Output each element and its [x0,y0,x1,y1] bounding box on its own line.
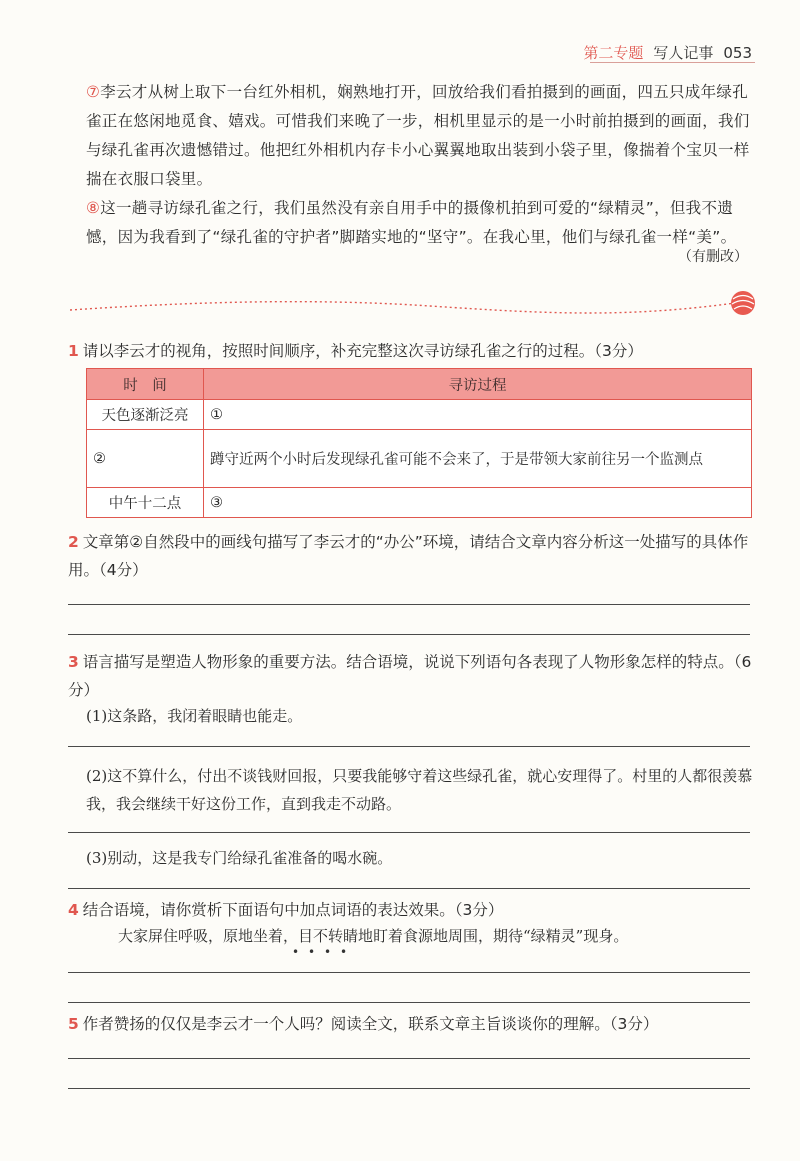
q4-quote: 大家屏住呼吸，原地坐着，目不转睛地盯着食源地周围，期待“绿精灵”现身。 [118,927,629,945]
table-header-process: 寻访过程 [204,369,752,400]
question-text: 结合语境，请你赏析下面语句中加点词语的表达效果。（3分） [82,901,504,919]
paragraph-number: ⑦ [86,83,101,101]
question-text: 请以李云才的视角，按照时间顺序，补充完整这次寻访绿孔雀之行的过程。（3分） [82,342,643,360]
yarn-ball-icon [726,288,760,318]
q3-item-1: (1)这条路，我闭着眼睛也能走。 [86,707,303,725]
wavy-divider [70,292,742,322]
question-4 [68,896,758,924]
q3-item-2: (2)这不算什么，付出不谈钱财回报，只要我能够守着这些绿孔雀，就心安理得了。村里的人都很羡慕我，我会继续干好这份工作，直到我走不动路。 [86,767,753,813]
answer-line[interactable] [68,1088,750,1089]
question-text: 作者赞扬的仅仅是李云才一个人吗？阅读全文，联系文章主旨谈谈你的理解。（3分） [82,1015,659,1033]
paragraph-text: 李云才从树上取下一台红外相机，娴熟地打开，回放给我们看拍摄到的画面，四五只成年绿孔雀正在悠闲地觅食、嬉戏。可惜我们来晚了一步，相机里显示的是一小时前拍摄到的画面，我们与绿孔雀再次遗憾错过。他把红外相机内存卡小心翼翼地取出装到小袋子里，像揣着个宝贝一样揣在衣服口袋里。 [86,83,750,188]
question-number: 2 [68,533,79,551]
emphasis-dot: • [308,945,316,959]
answer-line[interactable] [68,1058,750,1059]
question-number: 4 [68,901,79,919]
answer-line[interactable] [68,832,750,833]
answer-line[interactable] [68,972,750,973]
header-rule [590,62,755,63]
topic-label: 写人记事 [653,44,714,62]
answer-line[interactable] [68,634,750,635]
table-cell-process: 蹲守近两个小时后发现绿孔雀可能不会来了，于是带领大家前往另一个监测点 [204,430,752,488]
question-text: 语言描写是塑造人物形象的重要方法。结合语境，说说下列语句各表现了人物形象怎样的特点。（6分） [68,653,752,699]
answer-line[interactable] [68,746,750,747]
table-cell-time[interactable]: ② [87,430,204,488]
question-number: 1 [68,342,79,360]
section-label: 第二专题 [583,44,644,62]
question-3 [68,648,758,704]
table-cell-time: 中午十二点 [87,488,204,518]
page-header [583,42,752,63]
emphasis-dot: • [340,945,348,959]
source-note: （有删改） [678,249,748,265]
table-cell-process[interactable]: ③ [204,488,752,518]
table-row [87,430,752,488]
table-row [87,488,752,518]
table-row [87,400,752,430]
process-table [86,368,752,518]
emphasis-dot: • [292,945,300,959]
table-header-row [87,369,752,400]
table-header-time: 时 间 [87,369,204,400]
question-number: 3 [68,653,79,671]
page-number: 053 [723,44,752,62]
question-number: 5 [68,1015,79,1033]
answer-line[interactable] [68,604,750,605]
paragraph-7 [86,78,752,194]
paragraph-8 [86,194,752,252]
q3-item-3: (3)别动，这是我专门给绿孔雀准备的喝水碗。 [86,849,393,867]
question-1 [68,337,758,365]
question-2 [68,528,758,584]
emphasis-dot: • [324,945,332,959]
answer-line[interactable] [68,1002,750,1003]
table-cell-process[interactable]: ① [204,400,752,430]
table-cell-time: 天色逐渐泛亮 [87,400,204,430]
answer-line[interactable] [68,888,750,889]
paragraph-number: ⑧ [86,199,101,217]
question-text: 文章第②自然段中的画线句描写了李云才的“办公”环境，请结合文章内容分析这一处描写的具体作用。（4分） [68,533,749,579]
question-5 [68,1010,758,1038]
paragraph-text: 这一趟寻访绿孔雀之行，我们虽然没有亲自用手中的摄像机拍到可爱的“绿精灵”，但我不遗憾，因为我看到了“绿孔雀的守护者”脚踏实地的“坚守”。在我心里，他们与绿孔雀一样“美”。 [86,199,737,246]
